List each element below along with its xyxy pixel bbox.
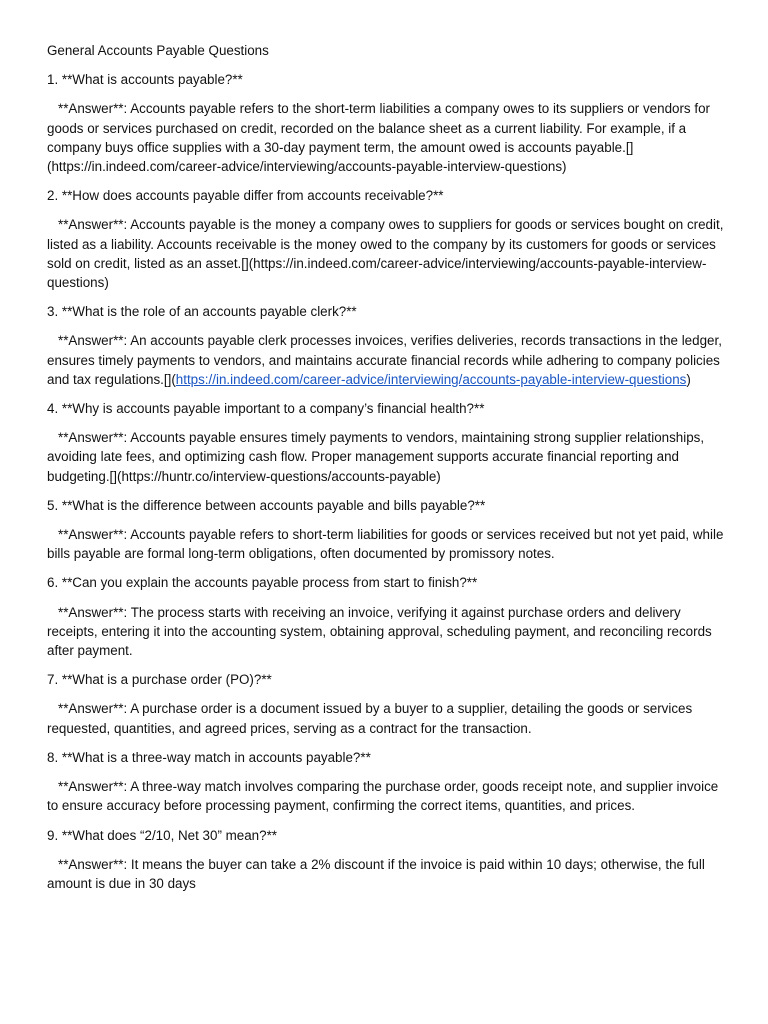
qa-item-3 bbox=[47, 302, 724, 389]
answer-1: **Answer**: Accounts payable refers to the short-term liabilities a company owes to its suppliers or vendors for goods or services purchased on credit, recorded on the balance sheet as a current liability. For example, if a company buys office supplies with a 30-day payment term, the amount owed is accounts payable.[](https://in.indeed.com/career-advice/interviewing/accounts-payable-interview-questions) bbox=[47, 101, 710, 175]
question-4: 4. **Why is accounts payable important to a company’s financial health?** bbox=[47, 401, 485, 417]
qa-item-5 bbox=[47, 496, 724, 564]
answer-3-text: **Answer**: An accounts payable clerk processes invoices, verifies deliveries, records transactions in the ledger, ensures timely payments to vendors, and maintains accurate financial records while adhering to company policies and tax regulations.[]( bbox=[47, 333, 722, 387]
answer-5: **Answer**: Accounts payable refers to short-term liabilities for goods or services received but not yet paid, while bills payable are formal long-term obligations, often documented by promissory notes. bbox=[47, 527, 724, 562]
qa-item-9 bbox=[47, 826, 724, 894]
question-5: 5. **What is the difference between accounts payable and bills payable?** bbox=[47, 497, 486, 513]
source-link[interactable]: https://in.indeed.com/career-advice/interviewing/accounts-payable-interview-questions bbox=[175, 371, 687, 387]
answer-2: **Answer**: Accounts payable is the money a company owes to suppliers for goods or services bought on credit, listed as a liability. Accounts receivable is the money owed to the company by its customers for goods or services sold on credit, listed as an asset.[](https://in.indeed.com/career-advice/interviewing/accounts-payable-interview-questions) bbox=[47, 217, 724, 291]
question-2: 2. **How does accounts payable differ from accounts receivable?** bbox=[47, 188, 444, 204]
qa-item-8 bbox=[47, 748, 724, 816]
answer-3 bbox=[47, 331, 724, 389]
question-9: 9. **What does “2/10, Net 30” mean?** bbox=[47, 827, 278, 843]
answer-3-suffix: ) bbox=[686, 371, 691, 387]
question-1: 1. **What is accounts payable?** bbox=[47, 72, 243, 88]
answer-6: **Answer**: The process starts with receiving an invoice, verifying it against purchase orders and delivery receipts, entering it into the accounting system, obtaining approval, scheduling payment, and reconciling records after payment. bbox=[47, 604, 712, 659]
question-3: 3. **What is the role of an accounts payable clerk?** bbox=[47, 304, 357, 320]
answer-4: **Answer**: Accounts payable ensures timely payments to vendors, maintaining strong supplier relationships, avoiding late fees, and optimizing cash flow. Proper management supports accurate financial reporting and budgeting.[](https://huntr.co/interview-questions/accounts-payable) bbox=[47, 430, 705, 484]
answer-9: **Answer**: It means the buyer can take a 2% discount if the invoice is paid within 10 days; otherwise, the full amount is due in 30 days bbox=[47, 856, 705, 891]
answer-7: **Answer**: A purchase order is a document issued by a buyer to a supplier, detailing the goods or services requested, quantities, and agreed prices, serving as a contract for the transaction. bbox=[47, 701, 693, 736]
document-title: General Accounts Payable Questions bbox=[47, 43, 269, 58]
qa-item-2 bbox=[47, 186, 724, 292]
question-6: 6. **Can you explain the accounts payable process from start to finish?** bbox=[47, 575, 478, 591]
qa-item-6 bbox=[47, 573, 724, 660]
qa-item-1 bbox=[47, 70, 724, 176]
question-8: 8. **What is a three-way match in accounts payable?** bbox=[47, 749, 371, 765]
question-7: 7. **What is a purchase order (PO)?** bbox=[47, 672, 272, 688]
answer-8: **Answer**: A three-way match involves comparing the purchase order, goods receipt note, and supplier invoice to ensure accuracy before processing payment, confirming the correct items, quantities, and prices. bbox=[47, 779, 719, 814]
qa-item-7 bbox=[47, 670, 724, 738]
qa-item-4 bbox=[47, 399, 724, 486]
